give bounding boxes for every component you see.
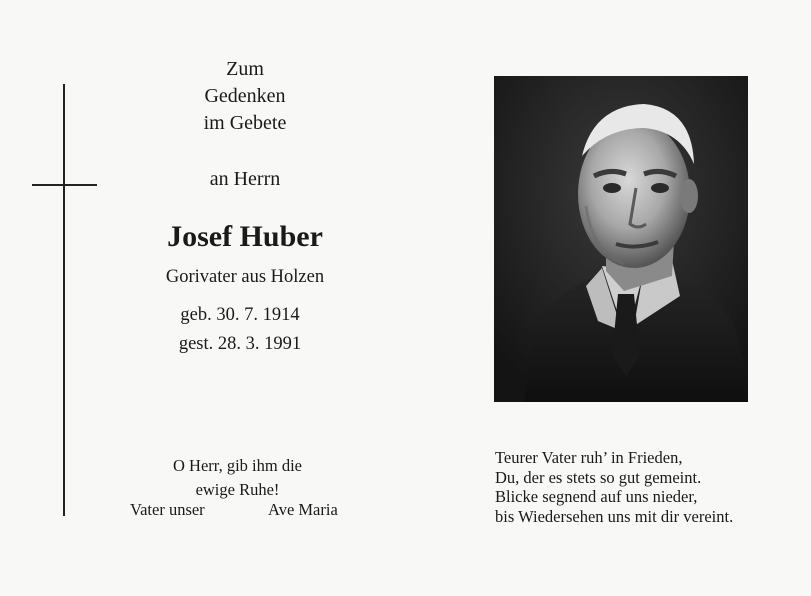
occupation: Gorivater aus Holzen <box>165 267 325 287</box>
prayer-vater-unser: Vater unser <box>130 500 205 519</box>
prayer-line: ewige Ruhe! <box>195 480 280 499</box>
salutation: an Herrn <box>209 168 281 190</box>
memorial-heading <box>170 56 320 137</box>
heading-line: im Gebete <box>203 112 287 134</box>
cross-vertical-bar <box>63 84 65 516</box>
prayer-ave-maria: Ave Maria <box>268 500 338 519</box>
birth-date: geb. 30. 7. 1914 <box>180 305 300 325</box>
portrait-image <box>494 76 748 402</box>
heading-line: Gedenken <box>204 85 286 107</box>
prayer <box>140 454 335 502</box>
portrait-photo <box>494 76 748 402</box>
prayer-line: O Herr, gib ihm die <box>172 456 303 475</box>
poem <box>495 448 733 526</box>
poem-line: bis Wiedersehen uns mit dir vereint. <box>495 506 734 526</box>
poem-line: Du, der es stets so gut gemeint. <box>495 467 702 487</box>
poem-line: Blicke segnend auf uns nieder, <box>495 487 698 506</box>
cross-horizontal-bar <box>32 184 97 186</box>
deceased-name: Josef Huber <box>167 220 323 253</box>
poem-line: Teurer Vater ruh’ in Frieden, <box>495 448 683 467</box>
death-date: gest. 28. 3. 1991 <box>178 334 302 354</box>
heading-line: Zum <box>226 58 264 80</box>
